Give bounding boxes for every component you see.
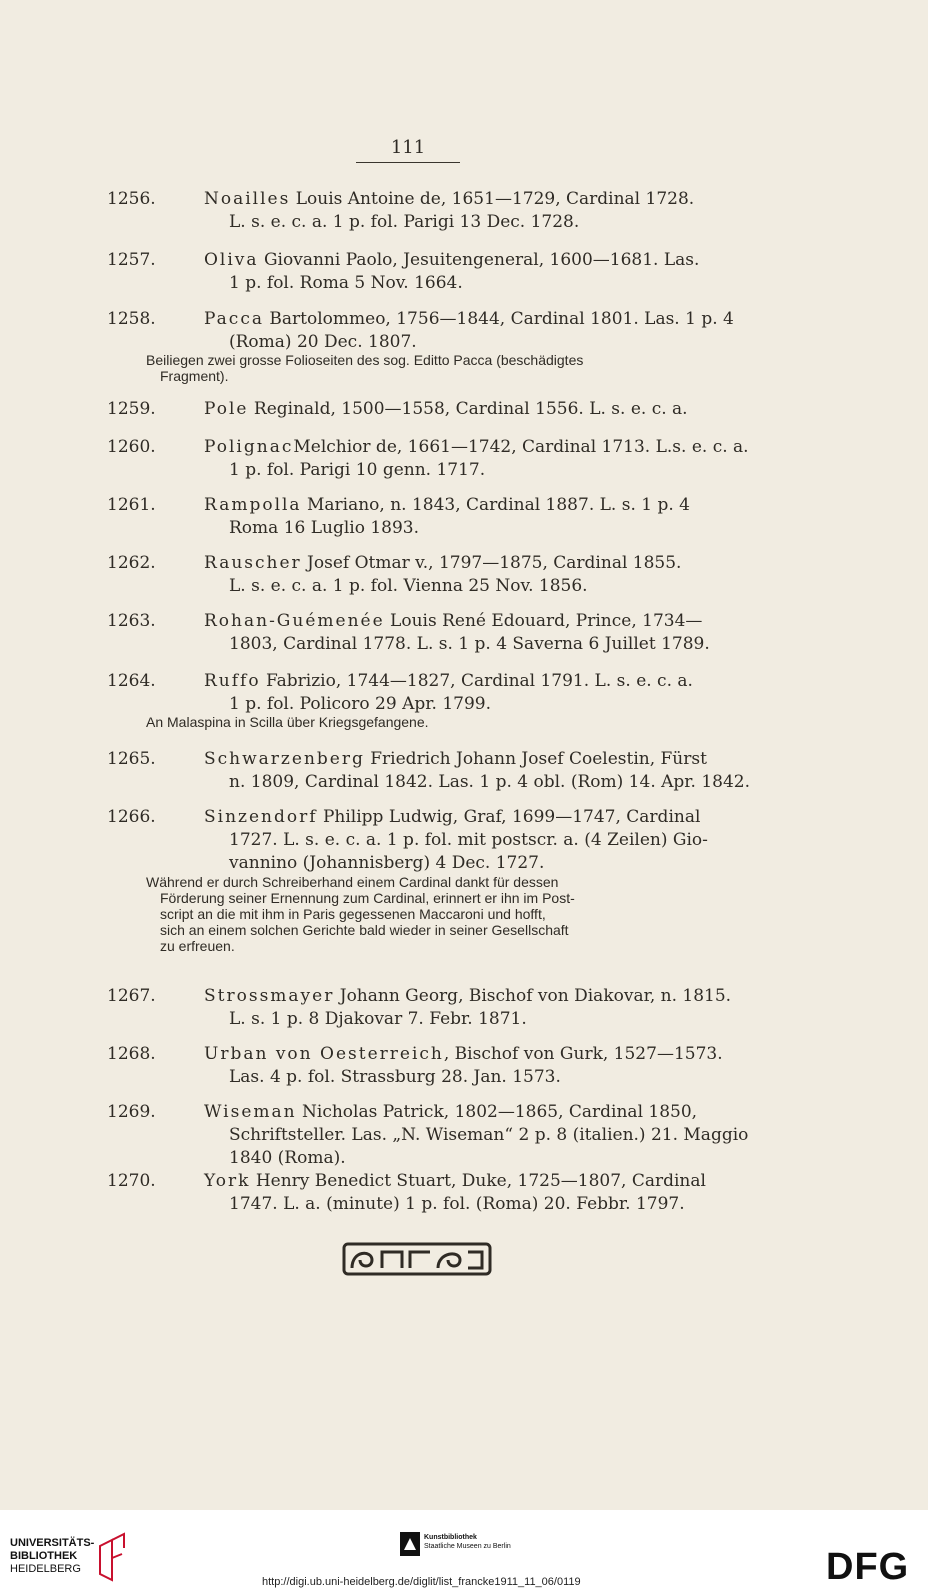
logo-line: HEIDELBERG	[10, 1563, 81, 1575]
entry-note	[146, 714, 760, 730]
entry-number: 1259.	[107, 399, 156, 419]
entry-line: Roma 16 Luglio 1893.	[229, 518, 420, 538]
entry-line: Melchior de, 1661—1742, Cardinal 1713. L.s. e. c. a.	[293, 437, 749, 457]
entry-text	[204, 1170, 760, 1216]
entry-line: 1840 (Roma).	[229, 1148, 346, 1168]
entry-number: 1258.	[107, 309, 156, 329]
university-logo-icon	[96, 1530, 128, 1582]
logo-line: UNIVERSITÄTS-	[10, 1537, 95, 1549]
entry-number: 1263.	[107, 611, 156, 631]
entry-text	[204, 748, 760, 794]
note-line: An Malaspina in Scilla über Kriegsgefangene.	[146, 714, 429, 730]
entry-line: L. s. 1 p. 8 Djakovar 7. Febr. 1871.	[229, 1009, 527, 1029]
entry-name: Rauscher	[204, 553, 302, 573]
entry-note	[146, 352, 760, 384]
entry-line: 1803, Cardinal 1778. L. s. 1 p. 4 Saverna 6 Juillet 1789.	[229, 634, 710, 654]
logo-line: BIBLIOTHEK	[10, 1550, 78, 1562]
entry-line: Bartolommeo, 1756—1844, Cardinal 1801. Las. 1 p. 4	[264, 309, 734, 329]
entry-line: L. s. e. c. a. 1 p. fol. Parigi 13 Dec. 1728.	[229, 212, 580, 232]
entry-line: Las. 4 p. fol. Strassburg 28. Jan. 1573.	[229, 1067, 561, 1087]
decorative-ornament	[342, 1240, 492, 1278]
entry-name: Ruffo	[204, 671, 261, 691]
entry-line: Henry Benedict Stuart, Duke, 1725—1807, Cardinal	[250, 1171, 706, 1191]
entry-line: L. s. e. c. a. 1 p. fol. Vienna 25 Nov. 1856.	[229, 576, 588, 596]
entry-number: 1267.	[107, 986, 156, 1006]
entry-name: Wiseman	[204, 1102, 297, 1122]
entry-name: Pole	[204, 399, 249, 419]
museum-subtitle: Staatliche Museen zu Berlin	[424, 1543, 511, 1550]
entry-line: Giovanni Paolo, Jesuitengeneral, 1600—1681. Las.	[258, 250, 700, 270]
entry-name: Strossmayer	[204, 986, 335, 1006]
entry-line: 1 p. fol. Policoro 29 Apr. 1799.	[229, 694, 491, 714]
entry-text	[204, 806, 760, 875]
entry-text	[204, 985, 760, 1031]
entry-line: Schriftsteller. Las. „N. Wiseman“ 2 p. 8 (italien.) 21. Maggio	[229, 1125, 749, 1145]
entry-line: (Roma) 20 Dec. 1807.	[229, 332, 417, 352]
page-number: 111	[390, 137, 426, 158]
entry-number: 1269.	[107, 1102, 156, 1122]
entry-number: 1262.	[107, 553, 156, 573]
entry-number: 1257.	[107, 250, 156, 270]
entry-note	[146, 874, 760, 954]
note-line: sich an einem solchen Gerichte bald wieder in seiner Gesellschaft	[160, 922, 569, 938]
entry-line: , Bischof von Gurk, 1527—1573.	[443, 1044, 723, 1064]
entry-text	[204, 398, 760, 421]
entry-line: Friedrich Johann Josef Coelestin, Fürst	[364, 749, 707, 769]
entry-text	[204, 670, 760, 716]
entry-line: Louis Antoine de, 1651—1729, Cardinal 1728.	[290, 189, 695, 209]
museum-name: Kunstbibliothek	[424, 1534, 477, 1541]
entry-line: 1 p. fol. Parigi 10 genn. 1717.	[229, 460, 486, 480]
permalink-url[interactable]: http://digi.ub.uni-heidelberg.de/diglit/list_francke1911_11_06/0119	[262, 1576, 581, 1588]
entry-line: Philipp Ludwig, Graf, 1699—1747, Cardinal	[317, 807, 701, 827]
entry-number: 1266.	[107, 807, 156, 827]
entry-name: Pacca	[204, 309, 264, 329]
entry-name: Sinzendorf	[204, 807, 318, 827]
entry-line: Fabrizio, 1744—1827, Cardinal 1791. L. s. e. c. a.	[260, 671, 693, 691]
museum-logo-icon	[400, 1532, 420, 1556]
entry-name: Noailles	[204, 189, 291, 209]
note-line: Während er durch Schreiberhand einem Cardinal dankt für dessen	[146, 874, 559, 890]
entry-name: Rampolla	[204, 495, 302, 515]
entry-line: Josef Otmar v., 1797—1875, Cardinal 1855.	[301, 553, 682, 573]
note-line: Förderung seiner Ernennung zum Cardinal, erinnert er ihn im Post-	[160, 890, 575, 906]
university-library-logo[interactable]	[10, 1537, 94, 1576]
dfg-logo[interactable]: DFG	[826, 1546, 910, 1588]
entry-line: Mariano, n. 1843, Cardinal 1887. L. s. 1 p. 4	[301, 495, 690, 515]
note-line: Beiliegen zwei grosse Folioseiten des sog. Editto Pacca (beschädigtes	[146, 352, 584, 368]
entry-name: Rohan-Guémenée	[204, 611, 385, 631]
entry-name: Schwarzenberg	[204, 749, 365, 769]
entry-text	[204, 552, 760, 598]
entry-name: Urban von Oesterreich	[204, 1044, 444, 1064]
page-number-rule	[356, 162, 460, 163]
entry-number: 1261.	[107, 495, 156, 515]
entry-text	[204, 308, 760, 354]
entry-name: Oliva	[204, 250, 259, 270]
entry-number: 1268.	[107, 1044, 156, 1064]
entry-line: n. 1809, Cardinal 1842. Las. 1 p. 4 obl. (Rom) 14. Apr. 1842.	[229, 772, 751, 792]
entry-line: vannino (Johannisberg) 4 Dec. 1727.	[229, 853, 545, 873]
entry-text	[204, 494, 760, 540]
note-line: script an die mit ihm in Paris gegessenen Maccaroni und hofft,	[160, 906, 546, 922]
entry-line: Louis René Edouard, Prince, 1734—	[384, 611, 703, 631]
entry-text	[204, 1043, 760, 1089]
note-line: zu erfreuen.	[160, 938, 235, 954]
entry-text	[204, 610, 760, 656]
entry-text	[204, 188, 760, 234]
entry-line: Johann Georg, Bischof von Diakovar, n. 1815.	[334, 986, 732, 1006]
entry-text	[204, 436, 760, 482]
entry-line: Reginald, 1500—1558, Cardinal 1556. L. s. e. c. a.	[248, 399, 688, 419]
entry-name: York	[204, 1171, 251, 1191]
entry-text	[204, 1101, 760, 1170]
entry-number: 1260.	[107, 437, 156, 457]
entry-number: 1265.	[107, 749, 156, 769]
entry-text	[204, 249, 760, 295]
note-line: Fragment).	[160, 368, 229, 384]
entry-line: 1727. L. s. e. c. a. 1 p. fol. mit postscr. a. (4 Zeilen) Gio-	[229, 830, 708, 850]
entry-line: 1 p. fol. Roma 5 Nov. 1664.	[229, 273, 463, 293]
entry-line: Nicholas Patrick, 1802—1865, Cardinal 1850,	[296, 1102, 698, 1122]
entry-number: 1256.	[107, 189, 156, 209]
entry-number: 1264.	[107, 671, 156, 691]
entry-number: 1270.	[107, 1171, 156, 1191]
entry-name: Polignac	[204, 437, 294, 457]
entry-line: 1747. L. a. (minute) 1 p. fol. (Roma) 20. Febbr. 1797.	[229, 1194, 685, 1214]
museum-logo-text[interactable]	[424, 1533, 511, 1551]
